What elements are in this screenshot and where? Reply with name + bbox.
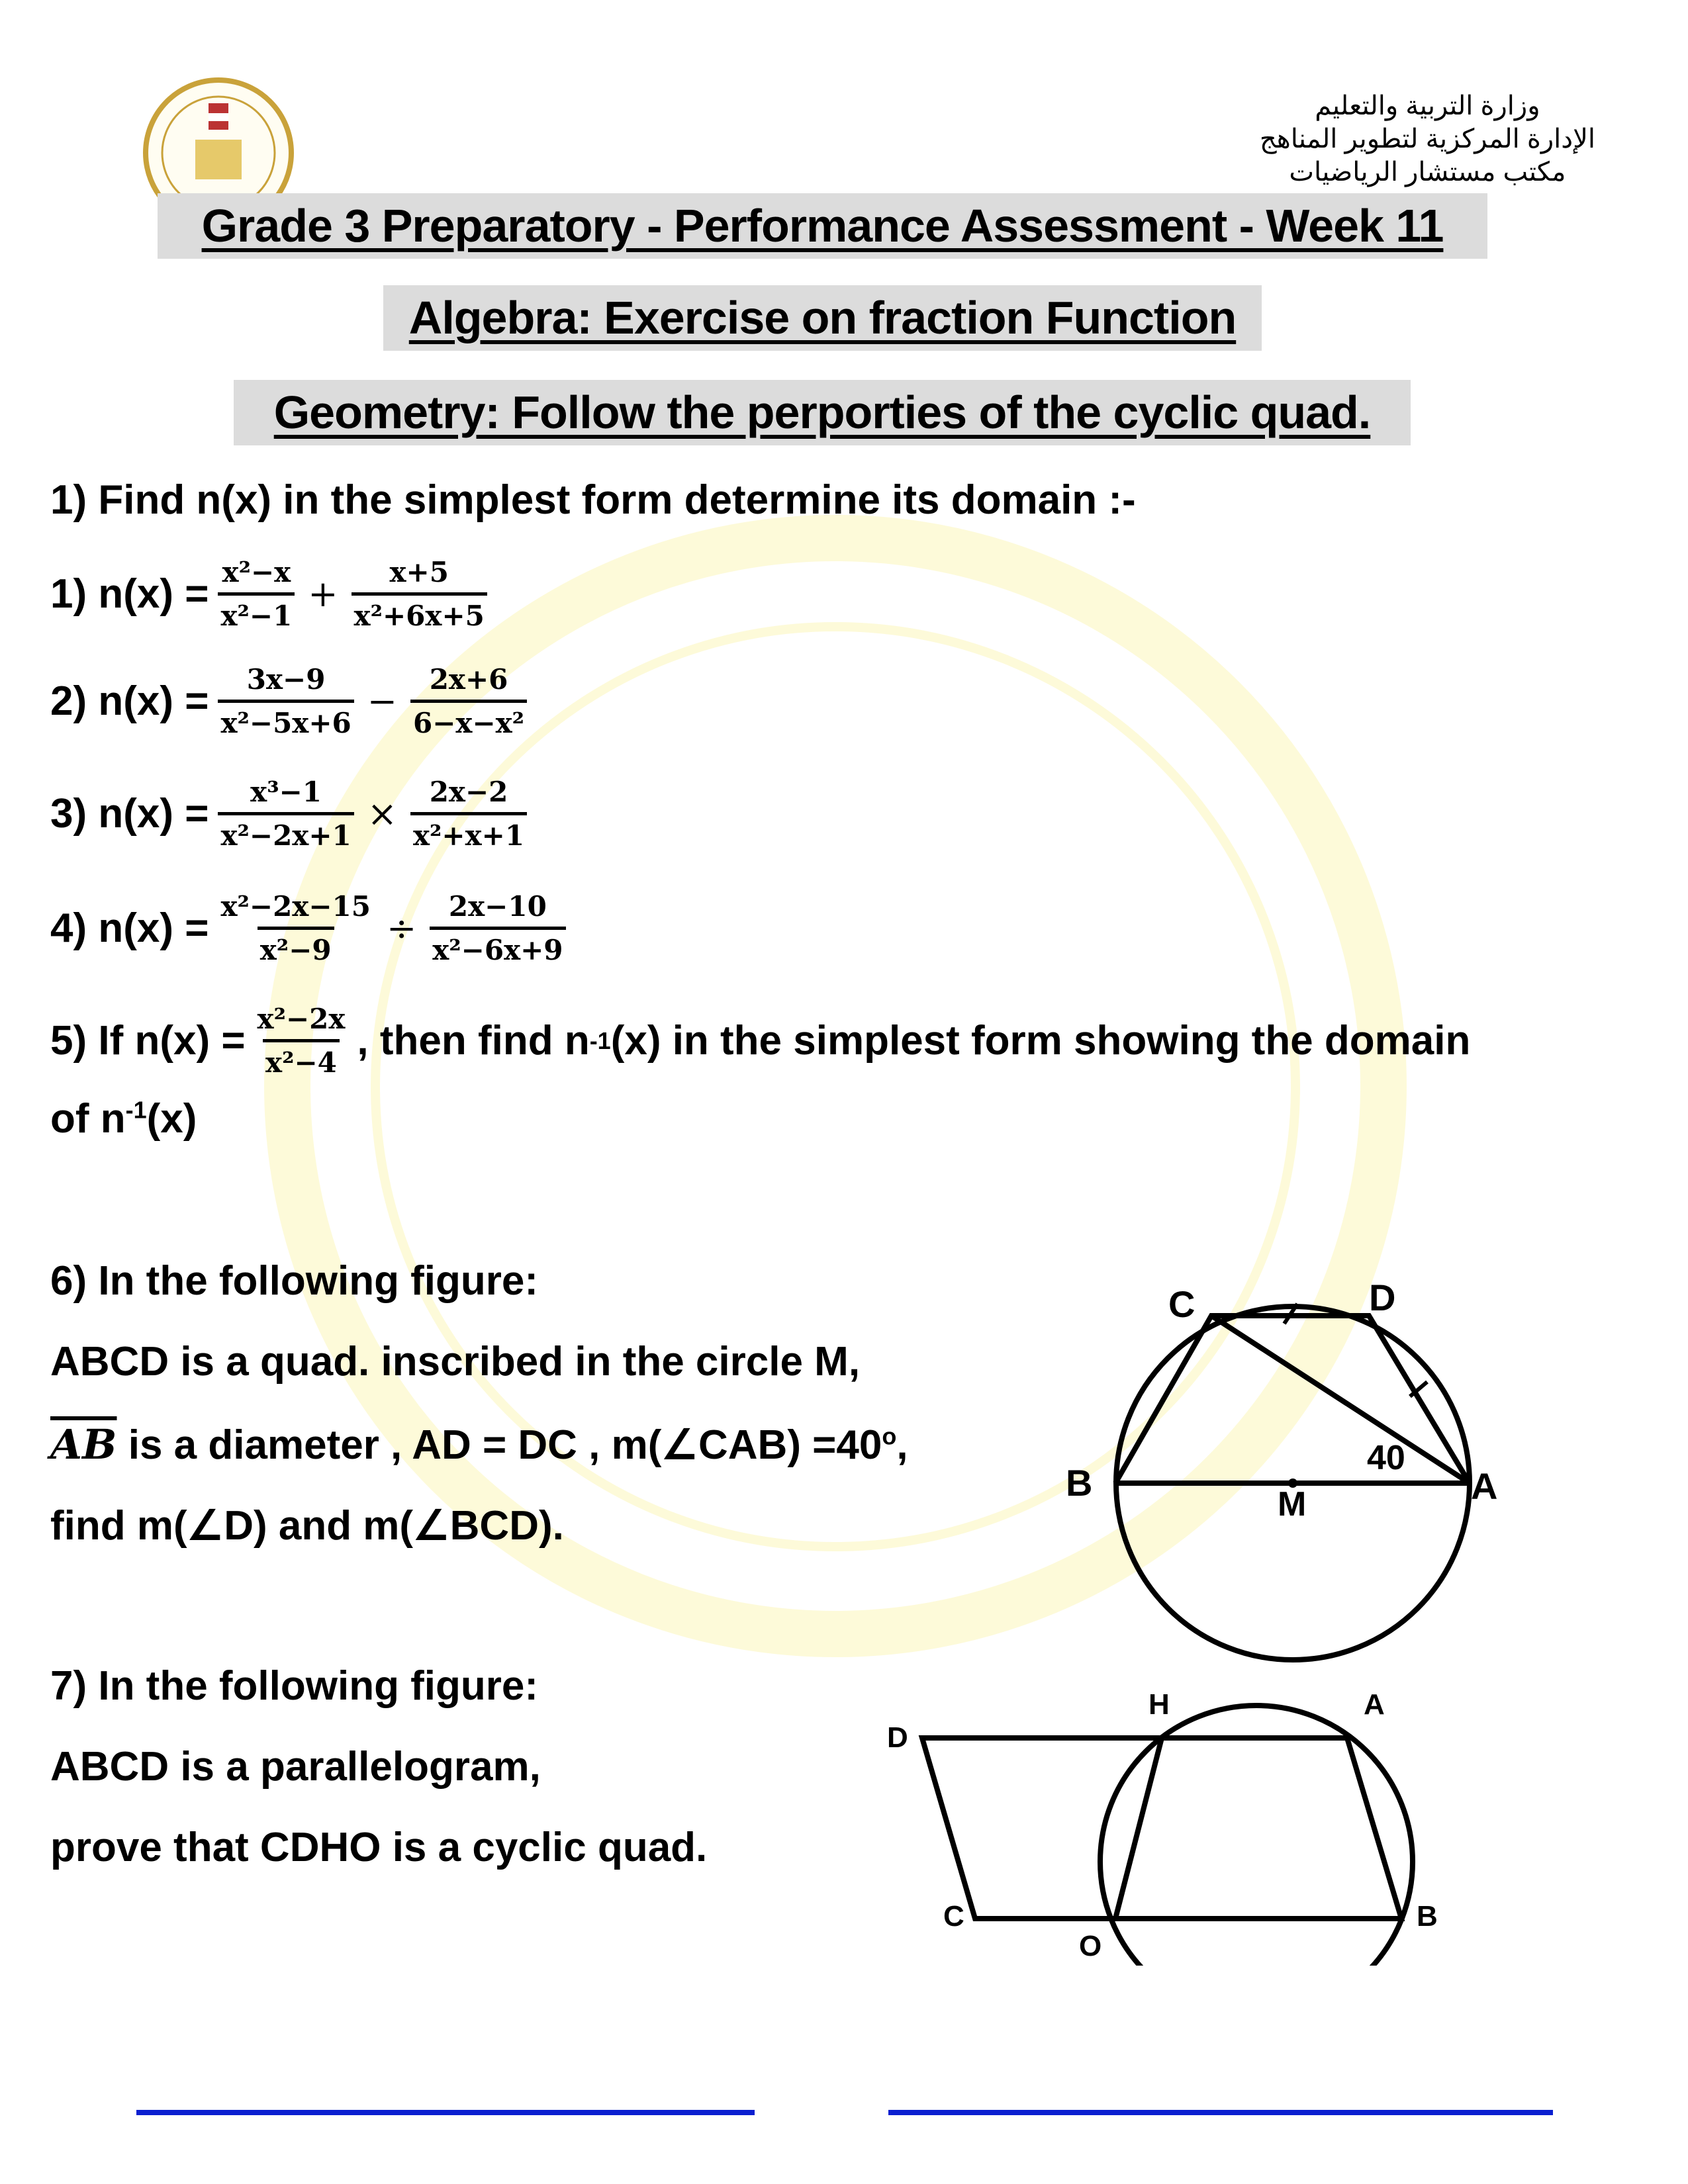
- q5-line1: [50, 1003, 1470, 1079]
- equation-3: [50, 776, 536, 852]
- title-week: Grade 3 Preparatory - Performance Assessment - Week 11: [158, 193, 1487, 259]
- superscript: -1: [125, 1096, 147, 1124]
- numerator: x+5: [389, 556, 449, 588]
- angle-label: 40: [1367, 1439, 1405, 1477]
- text: (x): [146, 1096, 197, 1142]
- q6-line2: ABCD is a quad. inscribed in the circle M,: [50, 1339, 861, 1385]
- denominator: x²−2x+1: [218, 812, 353, 852]
- numerator: x²−2x: [257, 1003, 346, 1035]
- footer-line-right: [888, 2110, 1553, 2115]
- point-c-label: C: [1168, 1283, 1196, 1325]
- denominator: x²−9: [258, 927, 334, 966]
- point-a-label: A: [1364, 1688, 1385, 1721]
- q5-label: 5) If n(x) =: [50, 1018, 246, 1064]
- operator: −: [367, 680, 397, 722]
- equation-1: [50, 556, 496, 632]
- arabic-line-curriculum: الإدارة المركزية لتطوير المناهج: [1259, 124, 1595, 154]
- denominator: x²−5x+6: [218, 700, 353, 739]
- equation-4: [50, 890, 575, 966]
- point-b-label: B: [1417, 1900, 1438, 1933]
- figure-parallelogram: [880, 1681, 1463, 1966]
- point-a-label: A: [1471, 1465, 1498, 1507]
- equation-2: [50, 663, 536, 739]
- equation-label: 3) n(x) =: [50, 791, 209, 837]
- equation-label: 1) n(x) =: [50, 571, 209, 617]
- denominator: 6−x−x²: [410, 700, 527, 739]
- q7-line1: 7) In the following figure:: [50, 1663, 539, 1709]
- numerator: x²−2x−15: [220, 890, 371, 923]
- denominator: x²−4: [263, 1039, 340, 1079]
- point-d-label: D: [1369, 1277, 1396, 1318]
- operator: ×: [367, 793, 397, 835]
- q5-line2: [50, 1095, 197, 1142]
- equation-label: 4) n(x) =: [50, 905, 209, 951]
- arabic-line-math-office: مكتب مستشار الرياضيات: [1289, 158, 1566, 187]
- denominator: x²+6x+5: [352, 592, 487, 632]
- point-o-label: O: [1079, 1930, 1102, 1962]
- text: is a diameter , AD = DC , m(∠CAB) =40: [117, 1422, 882, 1468]
- denominator: x²+x+1: [410, 812, 527, 852]
- denominator: x²−1: [218, 592, 295, 632]
- q6-line1: 6) In the following figure:: [50, 1258, 539, 1304]
- q5-text: , then find n: [357, 1018, 590, 1064]
- title-geometry: Geometry: Follow the perporties of the cyclic quad.: [234, 380, 1411, 445]
- ministry-logo: [139, 77, 305, 203]
- q5-text-cont: (x) in the simplest form showing the domain: [610, 1018, 1471, 1064]
- numerator: 2x−10: [448, 890, 547, 923]
- segment-ab: $\overline{AB}$: [50, 1420, 117, 1469]
- q6-line3: [50, 1420, 908, 1469]
- superscript: -1: [589, 1026, 611, 1054]
- numerator: 2x−2: [429, 776, 508, 808]
- title-algebra: Algebra: Exercise on fraction Function: [383, 285, 1262, 351]
- text: ,: [896, 1422, 908, 1468]
- ministry-header-arabic: [1260, 89, 1595, 189]
- degree-sign: o: [882, 1422, 897, 1450]
- q1-heading: 1) Find n(x) in the simplest form determine its domain :-: [50, 477, 1136, 523]
- point-b-label: B: [1066, 1462, 1093, 1504]
- footer-line-left: [136, 2110, 755, 2115]
- point-c-label: C: [943, 1900, 964, 1933]
- figure-cyclic-quad: [1059, 1271, 1523, 1668]
- numerator: x²−x: [222, 556, 291, 588]
- numerator: 2x+6: [429, 663, 508, 696]
- q7-line3: prove that CDHO is a cyclic quad.: [50, 1825, 708, 1870]
- denominator: x²−6x+9: [430, 927, 565, 966]
- text: of n: [50, 1096, 126, 1142]
- arabic-line-ministry: وزارة التربية والتعليم: [1315, 91, 1540, 120]
- numerator: x³−1: [250, 776, 322, 808]
- center-m-label: M: [1278, 1485, 1307, 1524]
- point-d-label: D: [887, 1721, 908, 1754]
- equation-label: 2) n(x) =: [50, 678, 209, 724]
- operator: ÷: [386, 907, 417, 949]
- q6-line4: find m(∠D) and m(∠BCD).: [50, 1503, 564, 1549]
- q7-line2: ABCD is a parallelogram,: [50, 1744, 541, 1790]
- point-h-label: H: [1149, 1688, 1170, 1721]
- operator: +: [308, 573, 338, 615]
- numerator: 3x−9: [246, 663, 326, 696]
